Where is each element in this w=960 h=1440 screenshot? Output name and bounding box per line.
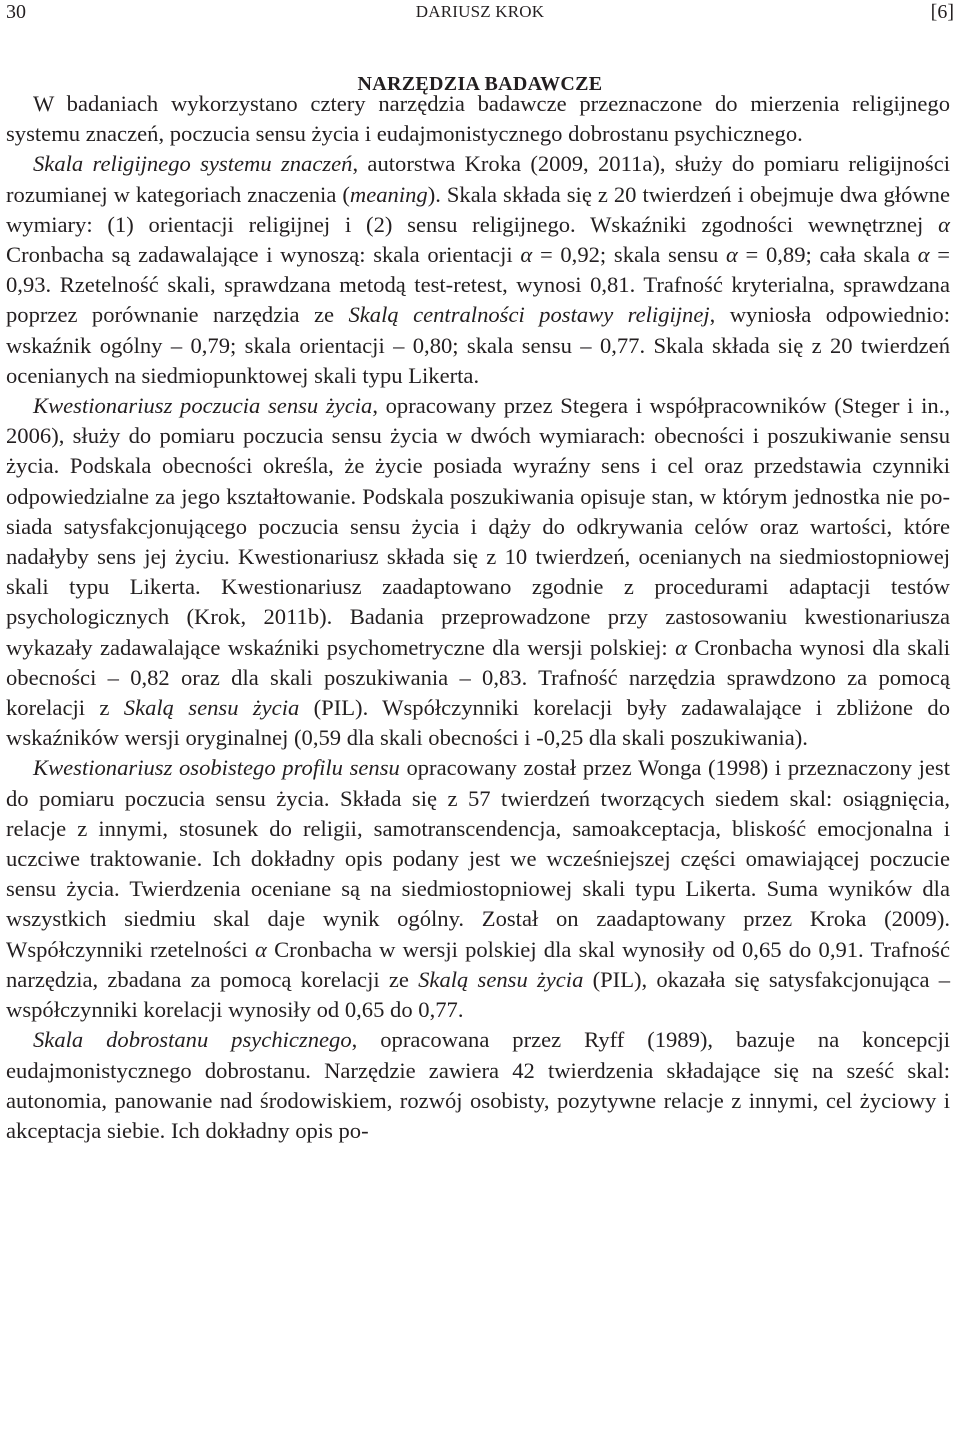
text-run: = 0,92; skala sensu [532, 242, 726, 268]
running-author: DARIUSZ KROK [415, 2, 545, 21]
section-reference: [6] [930, 1, 954, 23]
text-run: Cronbacha wynosi dla skali obecności – 0,82 oraz dla skali poszukiwania – 0,83. Trafność narzędzia sprawdzono za pomocą korelacji z [6, 634, 951, 721]
text-run: W badaniach wykorzystano cztery narzędzia badawcze przeznaczone do mierzenia religijnego systemu znaczeń, poczucia sensu życia i eudajmonistycznego dobrostanu psychicznego. [6, 91, 950, 147]
text-run: = 0,93. Rzetelność skali, sprawdzana metodą test-retest, wynosi 0,81. Trafność kryterialna, sprawdzana poprzez porównanie narzędzia ze [6, 242, 951, 328]
italic-text: Kwestionariusz poczucia sensu życia [33, 393, 373, 419]
italic-text: Skala religijnego systemu znaczeń [33, 151, 353, 177]
italic-text: α [938, 211, 950, 237]
italic-text: Skalą sensu życia [123, 695, 300, 721]
section-title: NARZĘDZIA BADAWCZE [357, 72, 603, 95]
running-header [6, 0, 954, 24]
italic-text: Skalą centralności postawy religijnej [348, 302, 710, 328]
italic-text: α [520, 242, 533, 268]
paragraph [6, 1025, 950, 1146]
body-text [6, 89, 950, 1146]
text-run: Cronbacha są zadawalające i wynoszą: skala orientacji [6, 242, 521, 268]
page-number: 30 [6, 1, 26, 23]
text-run: (PIL). Współczynniki korelacji były zadawalające i zbliżone do wskaźników wersji oryginalnej (0,59 dla skali obecności i -0,25 dla skali poszukiwania). [6, 695, 951, 751]
text-run: , opracowana przez Ryff (1989), bazuje na koncepcji eudajmonistycznego dobrostanu. Narzędzie zawiera 42 twierdzenia składające się na sześć skal: autonomia, panowanie nad środowiskiem, rozwój osobisty, pozytywne relacje z innymi, cel życiowy i akceptacja siebie. Ich dokładny opis po- [6, 1027, 950, 1143]
paragraph [6, 149, 950, 391]
text-run: opracowany został przez Wonga (1998) i przeznaczony jest do pomiaru poczucia sensu życia. Składa się z 57 twierdzeń tworzących siedem skal: osiągnięcia, relacje z innymi, stosunek do religii, samotranscendencja, samoakceptacja, bliskość emocjonalna i uczciwe traktowanie. Ich dokładny opis podany jest we wcześniejszej części omawiającej poczucie sensu życia. Twierdzenia oceniane są na siedmiostopniowej skali typu Likerta. Suma wyników dla wszystkich siedmiu skal daje wynik ogólny. Został on zaadaptowany przez Kroka (2009). Współczynniki rzetelności [6, 755, 951, 962]
text-run: ). Skala składa się z 20 twierdzeń i obejmuje dwa główne wymiary: (1) orientacji religijnej i (2) sensu religijnego. Wskaźniki zgodności wewnętrznej [6, 181, 951, 237]
paragraph [6, 391, 950, 753]
italic-text: Skala dobrostanu psychicznego [33, 1027, 352, 1053]
text-run: , opracowany przez Stegera i współpracowników (Steger i in., 2006), służy do pomiaru poczucia sensu życia w dwóch wymiarach: obecności i poszukiwanie sensu życia. Podskala obecności określa, że życie posiada wyraźny sens i cel oraz przedstawia czynniki odpowiedzialne za jego kształtowanie. Podskala poszukiwania opisuje stan, w którym jednostka nie posiada satysfakcjonującego poczucia sensu życia i dąży do odkrywania celów oraz wartości, które nadałyby sens jej życiu. Kwestionariusz składa się z 10 twierdzeń, ocenianych na siedmiostopniowej skali typu Likerta. Kwestionariusz zaadaptowano zgodnie z procedurami adaptacji testów psychologicznych (Krok, 2011b). Badania przeprowadzone przy zastosowaniu kwestionariusza wykazały zadawalające wskaźniki psychometryczne dla wersji polskiej: [6, 393, 950, 660]
text-run: (PIL), okazała się satysfakcjonująca – współczynniki korelacji wynosiły od 0,65 do 0,77. [6, 966, 950, 1023]
italic-text: Kwestionariusz osobistego profilu sensu [33, 755, 400, 781]
paragraph [6, 753, 950, 1025]
italic-text: α [917, 242, 930, 268]
italic-text: meaning [349, 181, 428, 207]
text-run: , autorstwa Kroka (2009, 2011a), służy do pomiaru religijności rozumianej w kategoriach znaczenia ( [6, 151, 950, 207]
text-run: = 0,89; cała skala [737, 242, 918, 268]
italic-text: α [255, 936, 267, 962]
italic-text: Skalą sensu życia [418, 966, 584, 992]
text-run: , wyniosła odpowiednio: wskaźnik ogólny – 0,79; skala orientacji – 0,80; skala sensu – 0,77. Skala składa się z 20 twierdzeń ocenianych na siedmiopunktowej skali typu Likerta. [6, 302, 950, 388]
text-run: Cronbacha w wersji polskiej dla skal wynosiły od 0,65 do 0,91. Trafność narzędzia, zbadana za pomocą korelacji ze [6, 936, 950, 992]
italic-text: α [725, 242, 738, 268]
italic-text: α [675, 634, 687, 660]
paragraph [6, 89, 950, 149]
